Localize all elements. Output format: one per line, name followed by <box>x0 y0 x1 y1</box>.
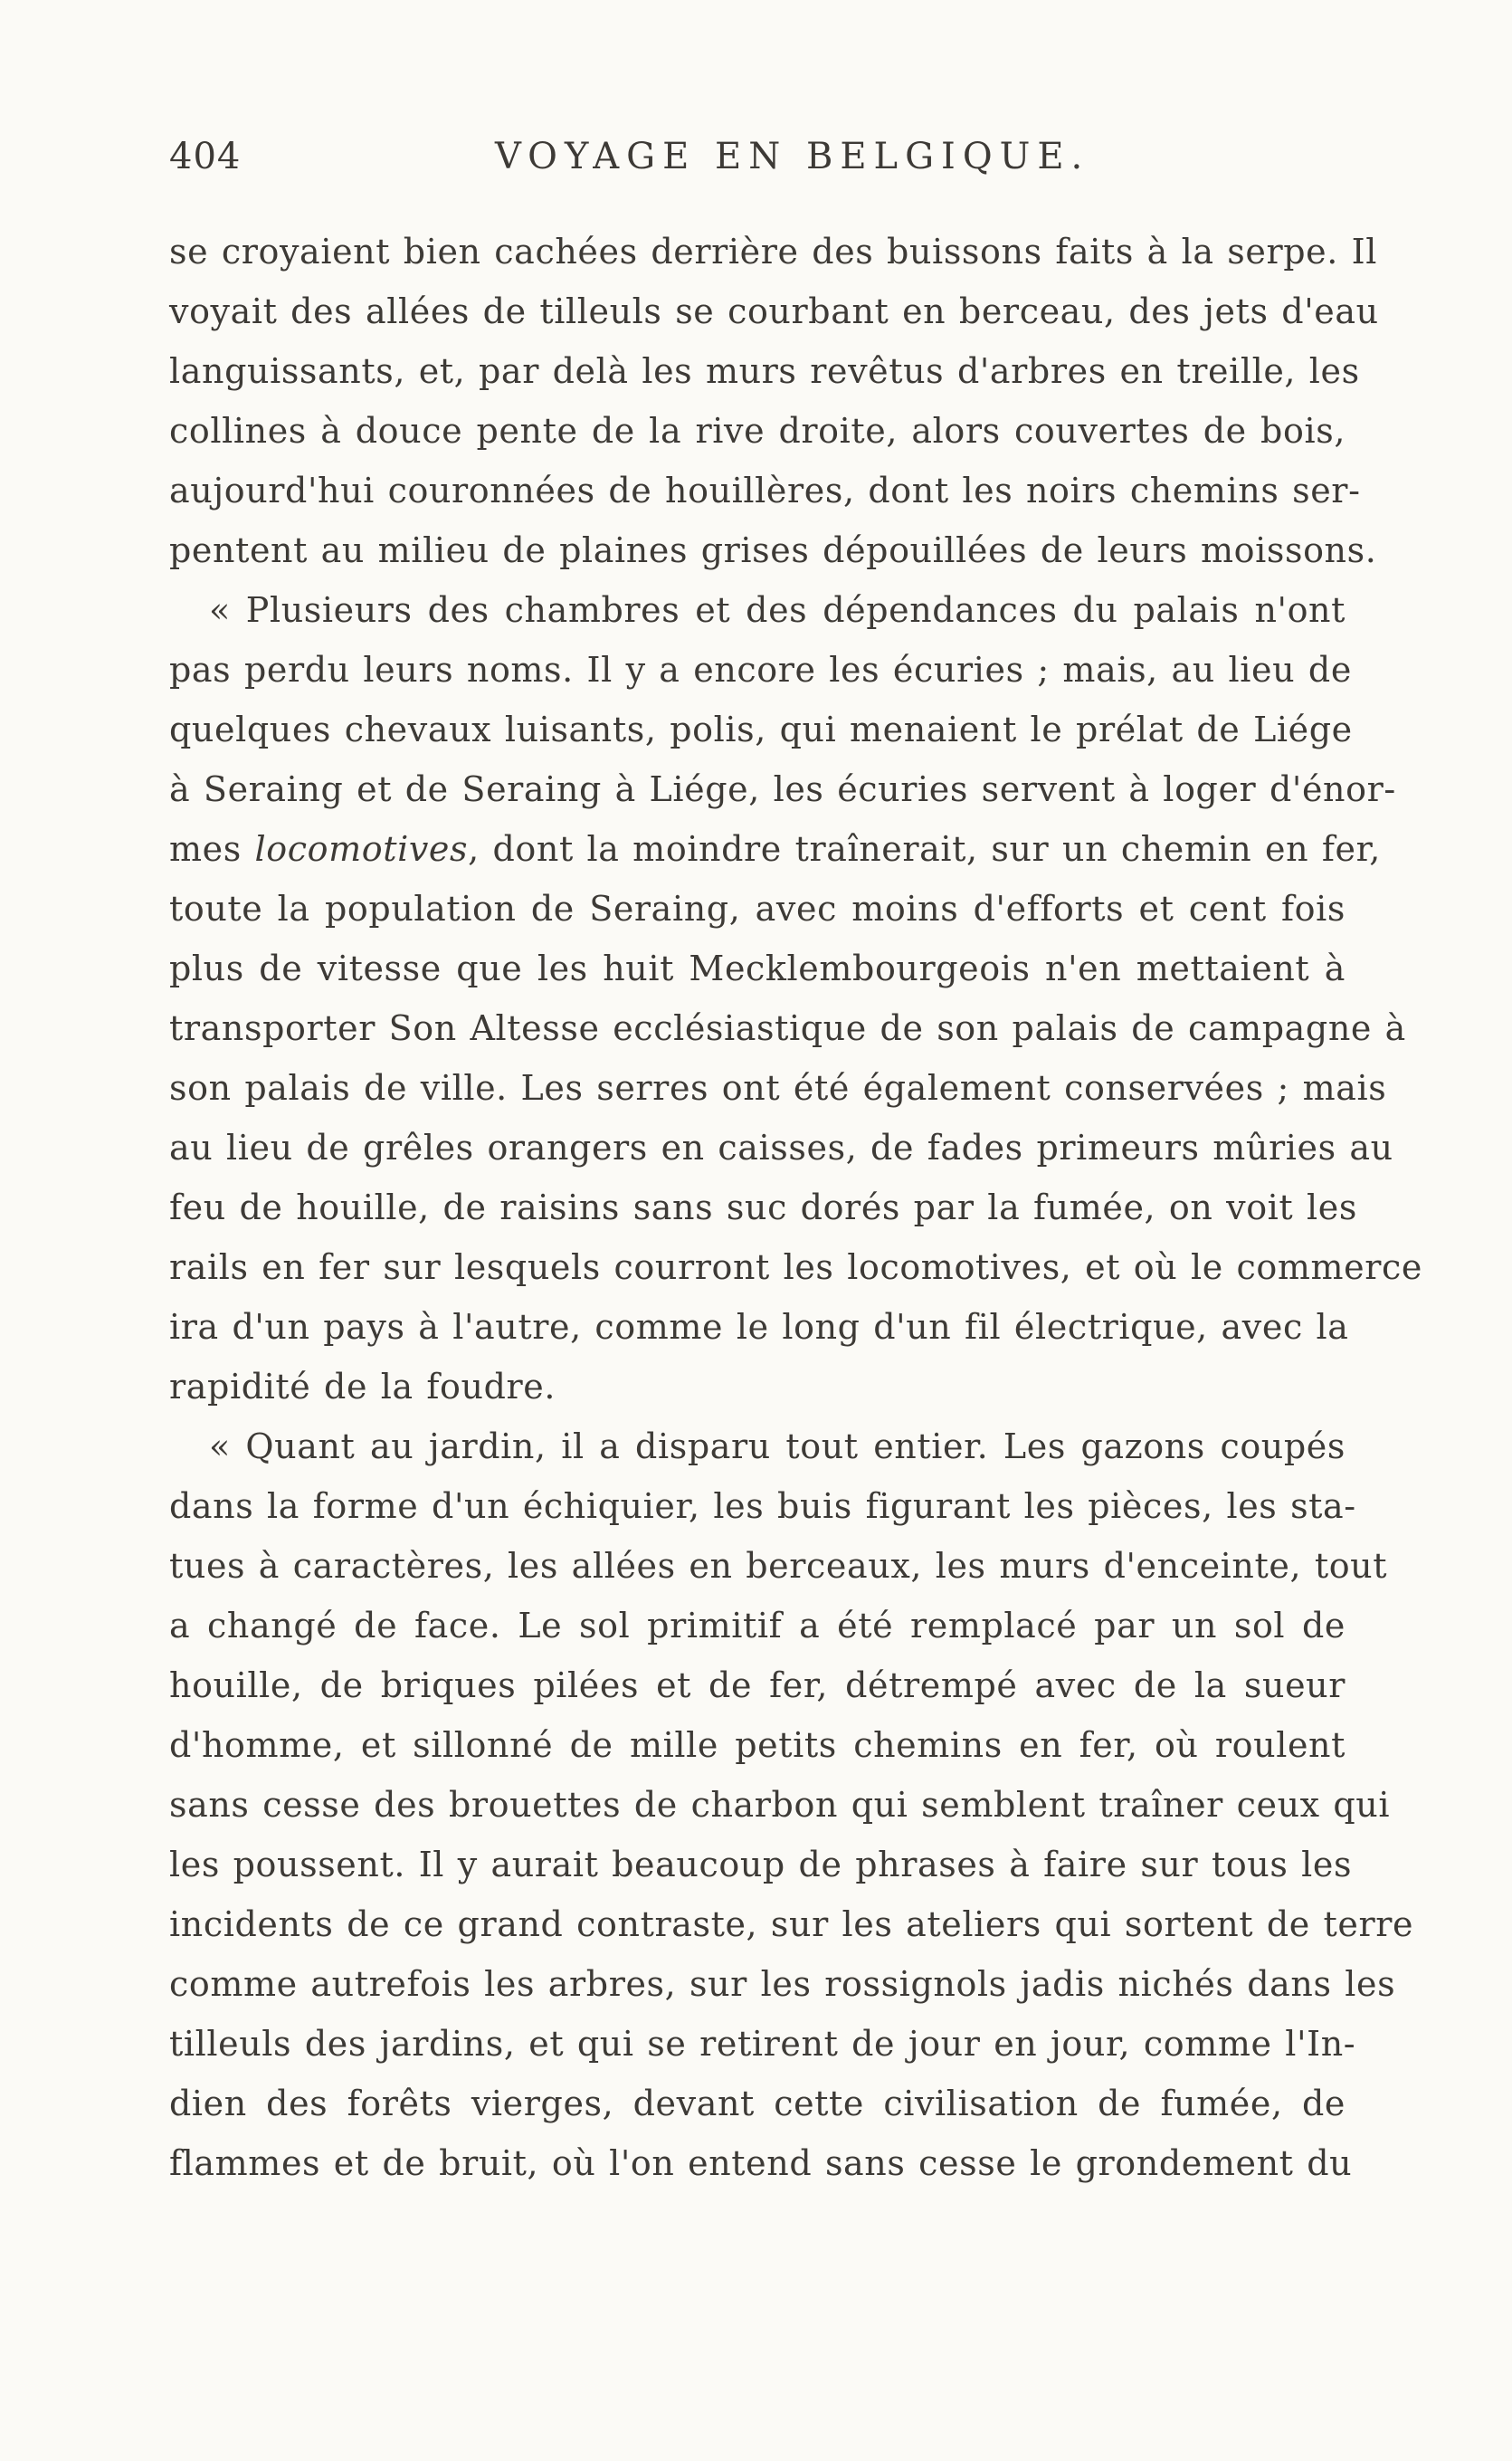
text-line: son palais de ville. Les serres ont été également conservées ; mais <box>169 1068 1387 1108</box>
text-line: les poussent. Il y aurait beaucoup de phrases à faire sur tous les <box>169 1845 1353 1884</box>
text-line: flammes et de bruit, où l'on entend sans cesse le grondement du <box>169 2143 1353 2183</box>
text-line: dans la forme d'un échiquier, les buis figurant les pièces, les sta- <box>169 1486 1356 1526</box>
text-line: comme autrefois les arbres, sur les rossignols jadis nichés dans les <box>169 1964 1396 2004</box>
text-line: toute la population de Seraing, avec moins d'efforts et cent fois <box>169 889 1346 929</box>
italic-word: locomotives <box>254 829 469 869</box>
text-fragment: mes <box>169 829 255 869</box>
text-line: voyait des allées de tilleuls se courbant en berceau, des jets d'eau <box>169 291 1379 331</box>
text-line: plus de vitesse que les huit Mecklembourgeois n'en mettaient à <box>169 949 1346 988</box>
text-line: sans cesse des brouettes de charbon qui semblent traîner ceux qui <box>169 1785 1391 1825</box>
text-line: collines à douce pente de la rive droite, alors couvertes de bois, <box>169 411 1346 451</box>
text-line: « Quant au jardin, il a disparu tout entier. Les gazons coupés <box>209 1426 1346 1466</box>
text-line: languissants, et, par delà les murs revêtus d'arbres en treille, les <box>169 351 1360 391</box>
text-line: quelques chevaux luisants, polis, qui menaient le prélat de Liége <box>169 710 1353 749</box>
text-line: au lieu de grêles orangers en caisses, de fades primeurs mûries au <box>169 1128 1393 1168</box>
text-line: a changé de face. Le sol primitif a été remplacé par un sol de <box>169 1606 1346 1645</box>
text-line: tilleuls des jardins, et qui se retirent de jour en jour, comme l'In- <box>169 2024 1356 2064</box>
text-line: aujourd'hui couronnées de houillères, dont les noirs chemins ser- <box>169 471 1361 510</box>
text-line: rapidité de la foudre. <box>169 1367 556 1407</box>
text-line: d'homme, et sillonné de mille petits chemins en fer, où roulent <box>169 1725 1346 1765</box>
text-line: dien des forêts vierges, devant cette civilisation de fumée, de <box>169 2084 1346 2123</box>
text-line: ira d'un pays à l'autre, comme le long d'un fil électrique, avec la <box>169 1307 1349 1347</box>
text-line: feu de houille, de raisins sans suc dorés par la fumée, on voit les <box>169 1188 1357 1227</box>
page-header <box>169 136 1346 190</box>
text-line: transporter Son Altesse ecclésiastique de son palais de campagne à <box>169 1008 1406 1048</box>
text-line-with-italic <box>169 819 1381 879</box>
text-line: « Plusieurs des chambres et des dépendances du palais n'ont <box>209 590 1346 630</box>
text-line: rails en fer sur lesquels courront les locomotives, et où le commerce <box>169 1247 1422 1287</box>
text-line: à Seraing et de Seraing à Liége, les écuries servent à loger d'énor- <box>169 769 1396 809</box>
page-number: 404 <box>169 136 242 177</box>
text-line: se croyaient bien cachées derrière des buissons faits à la serpe. Il <box>169 232 1377 272</box>
text-line: pentent au milieu de plaines grises dépouillées de leurs moissons. <box>169 530 1377 570</box>
text-line: pas perdu leurs noms. Il y a encore les écuries ; mais, au lieu de <box>169 650 1352 690</box>
text-line: tues à caractères, les allées en berceaux, les murs d'enceinte, tout <box>169 1546 1388 1586</box>
body-text <box>169 222 1422 2193</box>
text-line: houille, de briques pilées et de fer, détrempé avec de la sueur <box>169 1665 1346 1705</box>
text-line: incidents de ce grand contraste, sur les ateliers qui sortent de terre <box>169 1904 1414 1944</box>
text-fragment: , dont la moindre traînerait, sur un chemin en fer, <box>468 829 1381 869</box>
running-title: VOYAGE EN BELGIQUE. <box>495 136 1090 177</box>
